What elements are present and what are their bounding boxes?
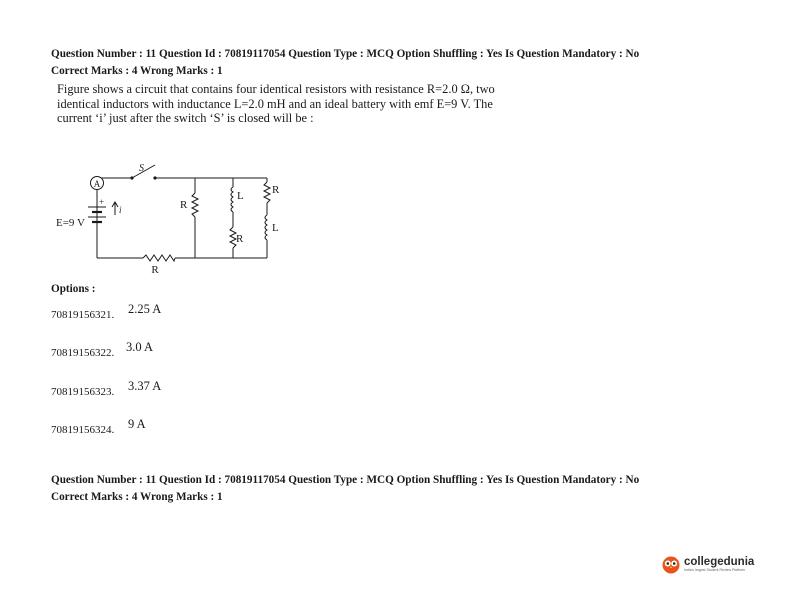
inductor-label-1: L [237, 190, 244, 202]
circuit-diagram [55, 155, 295, 280]
current-label: i [119, 205, 122, 215]
owl-icon [661, 554, 681, 574]
option-id-1: 70819156321. [51, 309, 115, 321]
option-value-1[interactable]: 2.25 A [128, 302, 162, 316]
question-text [57, 82, 587, 126]
question-line-1: Figure shows a circuit that contains four identical resistors with resistance R=2.0 Ω, two [57, 82, 495, 96]
option-value-4[interactable]: 9 A [128, 417, 146, 431]
question-line-3: current ‘i’ just after the switch ‘S’ is closed will be : [57, 111, 314, 126]
question-header: Question Number : 11 Question Id : 70819117054 Question Type : MCQ Option Shuffling : Yes Is Question Mandatory : No [51, 48, 640, 60]
resistor-label-bottom: R [151, 264, 159, 276]
marks-info: Correct Marks : 4 Wrong Marks : 1 [51, 65, 223, 77]
switch-label: S [139, 163, 144, 174]
option-id-4: 70819156324. [51, 424, 115, 436]
ammeter-label: A [93, 179, 101, 189]
question-header-repeat: Question Number : 11 Question Id : 70819117054 Question Type : MCQ Option Shuffling : Yes Is Question Mandatory : No [51, 474, 640, 486]
option-id-2: 70819156322. [51, 347, 115, 359]
option-value-3[interactable]: 3.37 A [128, 379, 162, 393]
logo-name: collegedunia [684, 555, 755, 568]
collegedunia-logo [661, 554, 754, 574]
resistor-label-4: R [272, 184, 280, 196]
question-line-2: identical inductors with inductance L=2.0 mH and an ideal battery with emf E=9 V. The [57, 96, 493, 111]
battery-plus-label: + [99, 197, 105, 207]
battery-emf-label: E=9 V [56, 217, 85, 229]
option-value-2[interactable]: 3.0 A [126, 340, 154, 354]
marks-info-repeat: Correct Marks : 4 Wrong Marks : 1 [51, 491, 223, 503]
option-id-3: 70819156323. [51, 386, 115, 398]
inductor-label-2: L [272, 222, 279, 234]
resistor-label-3: R [236, 233, 244, 245]
resistor-label-middle: R [180, 199, 188, 211]
logo-tagline: India's largest Student Review Platform [684, 567, 745, 572]
options-label: Options : [51, 283, 96, 295]
